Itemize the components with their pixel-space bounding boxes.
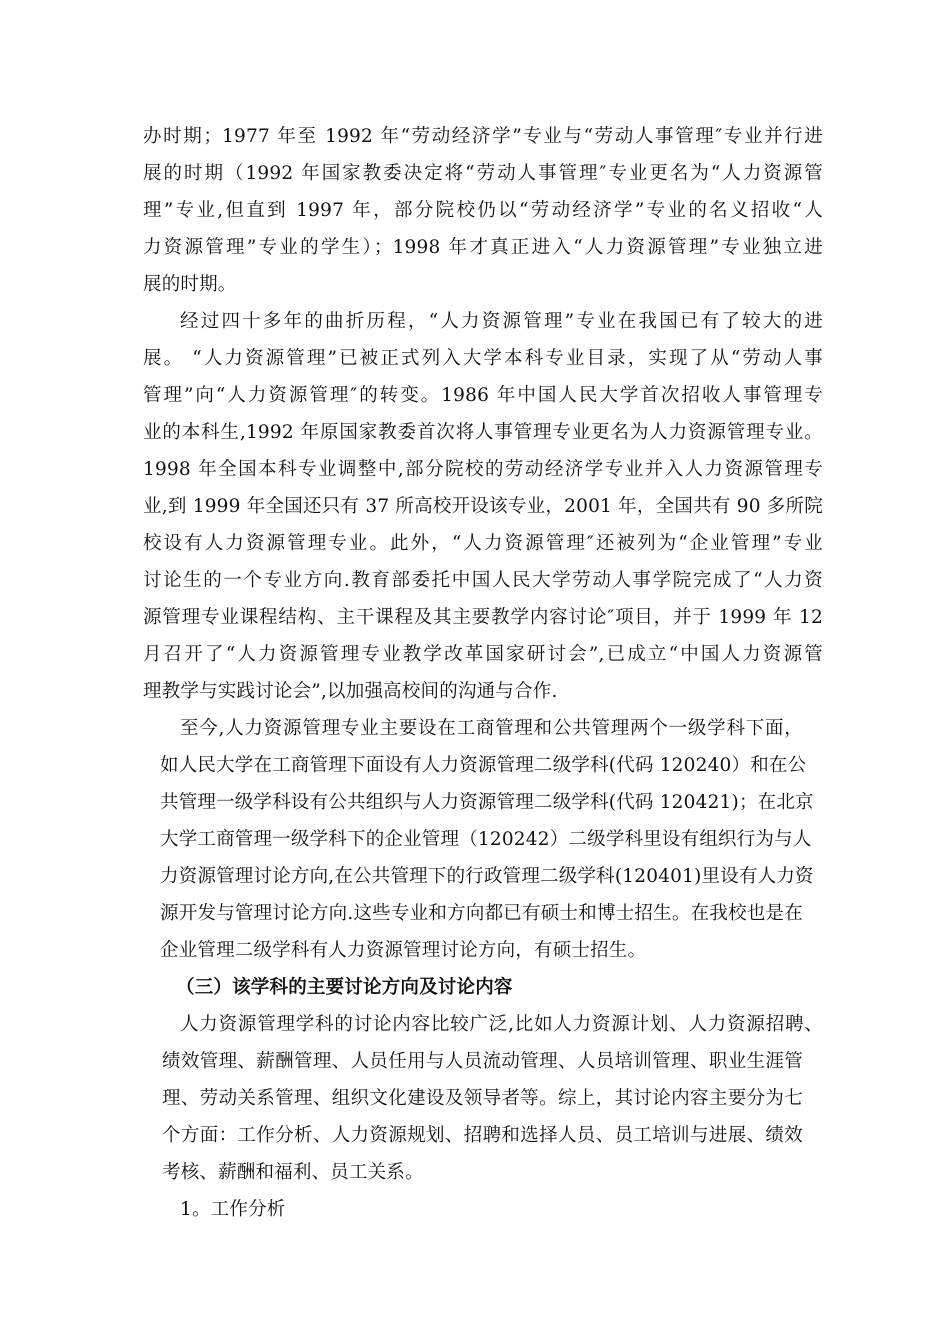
paragraph-3-line-6: 源开发与管理讨论方向.这些专业和方向都已有硕士和博士招生。在我校也是在 [160,903,803,924]
paragraph-1-line-3: 理”专业,但直到 1997 年，部分院校仍以“劳动经济学”专业的名义招收“人 [143,200,823,221]
paragraph-2-line-7: 校设有人力资源管理专业。此外，“人力资源管理″还被列为“企业管理”专业 [143,533,823,554]
paragraph-3-line-1: 至今,人力资源管理专业主要设在工商管理和公共管理两个一级学科下面， [180,718,803,739]
paragraph-3-line-2: 如人民大学在工商管理下面设有人力资源管理二级学科(代码 120240）和在公 [160,755,807,776]
paragraph-4-line-1: 人力资源管理学科的讨论内容比较广泛,比如人力资源计划、人力资源招聘、 [180,1014,823,1035]
paragraph-1-line-4: 力资源管理”专业的学生）；1998 年才真正进入“人力资源管理”专业独立进 [143,237,823,258]
paragraph-2-line-9: 源管理专业课程结构、主干课程及其主要教学内容讨论″项目，并于 1999 年 12 [143,607,823,628]
paragraph-2-line-8: 讨论生的一个专业方向.教育部委托中国人民大学劳动人事学院完成了“人力资 [143,570,823,591]
paragraph-2-line-10: 月召开了“人力资源管理专业教学改革国家研讨会”,已成立“中国人力资源管 [143,644,823,665]
paragraph-2-line-5: 1998 年全国本科专业调整中,部分院校的劳动经济学专业并入人力资源管理专 [143,459,823,480]
paragraph-4-line-3: 理、劳动关系管理、组织文化建设及领导者等。综上，其讨论内容主要分为七 [162,1088,803,1109]
paragraph-3-line-3: 共管理一级学科设有公共组织与人力资源管理二级学科(代码 120421)；在北京 [160,792,814,813]
paragraph-2-line-1: 经过四十多年的曲折历程，“人力资源管理”专业在我国已有了较大的进 [180,311,823,332]
paragraph-2-line-2: 展。 “人力资源管理”已被正式列入大学本科专业目录，实现了从“劳动人事 [143,348,823,369]
section-heading: （三）该学科的主要讨论方向及讨论内容 [176,977,513,998]
paragraph-2-line-3: 管理”向“人力资源管理″的转变。1986 年中国人民大学首次招收人事管理专 [143,385,823,406]
paragraph-1-line-2: 展的时期（1992 年国家教委决定将“劳动人事管理″专业更名为“人力资源管 [143,163,823,184]
paragraph-2-line-11: 理教学与实践讨论会”,以加强高校间的沟通与合作. [143,681,558,702]
paragraph-3-line-7: 企业管理二级学科有人力资源管理讨论方向，有硕士招生。 [160,940,647,961]
paragraph-4-line-4: 个方面：工作分析、人力资源规划、招聘和选择人员、员工培训与进展、绩效 [162,1125,803,1146]
paragraph-2-line-4: 业的本科生,1992 年原国家教委首次将人事管理专业更名为人力资源管理专业。 [143,422,823,443]
paragraph-1-line-5: 展的时期。 [143,274,237,295]
subsection-heading: 1。工作分析 [180,1199,286,1220]
paragraph-4-line-5: 考核、薪酬和福利、员工关系。 [162,1162,424,1183]
paragraph-3-line-5: 力资源管理讨论方向,在公共管理下的行政管理二级学科(120401)里设有人力资 [160,866,814,887]
paragraph-3-line-4: 大学工商管理一级学科下的企业管理（120242）二级学科里设有组织行为与人 [160,829,812,850]
paragraph-1-line-1: 办时期；1977 年至 1992 年“劳动经济学”专业与“劳动人事管理″专业并行进 [143,126,823,147]
paragraph-4-line-2: 绩效管理、薪酬管理、人员任用与人员流动管理、人员培训管理、职业生涯管 [162,1051,803,1072]
paragraph-2-line-6: 业,到 1999 年全国还只有 37 所高校开设该专业，2001 年，全国共有 90 多所院 [143,496,823,517]
